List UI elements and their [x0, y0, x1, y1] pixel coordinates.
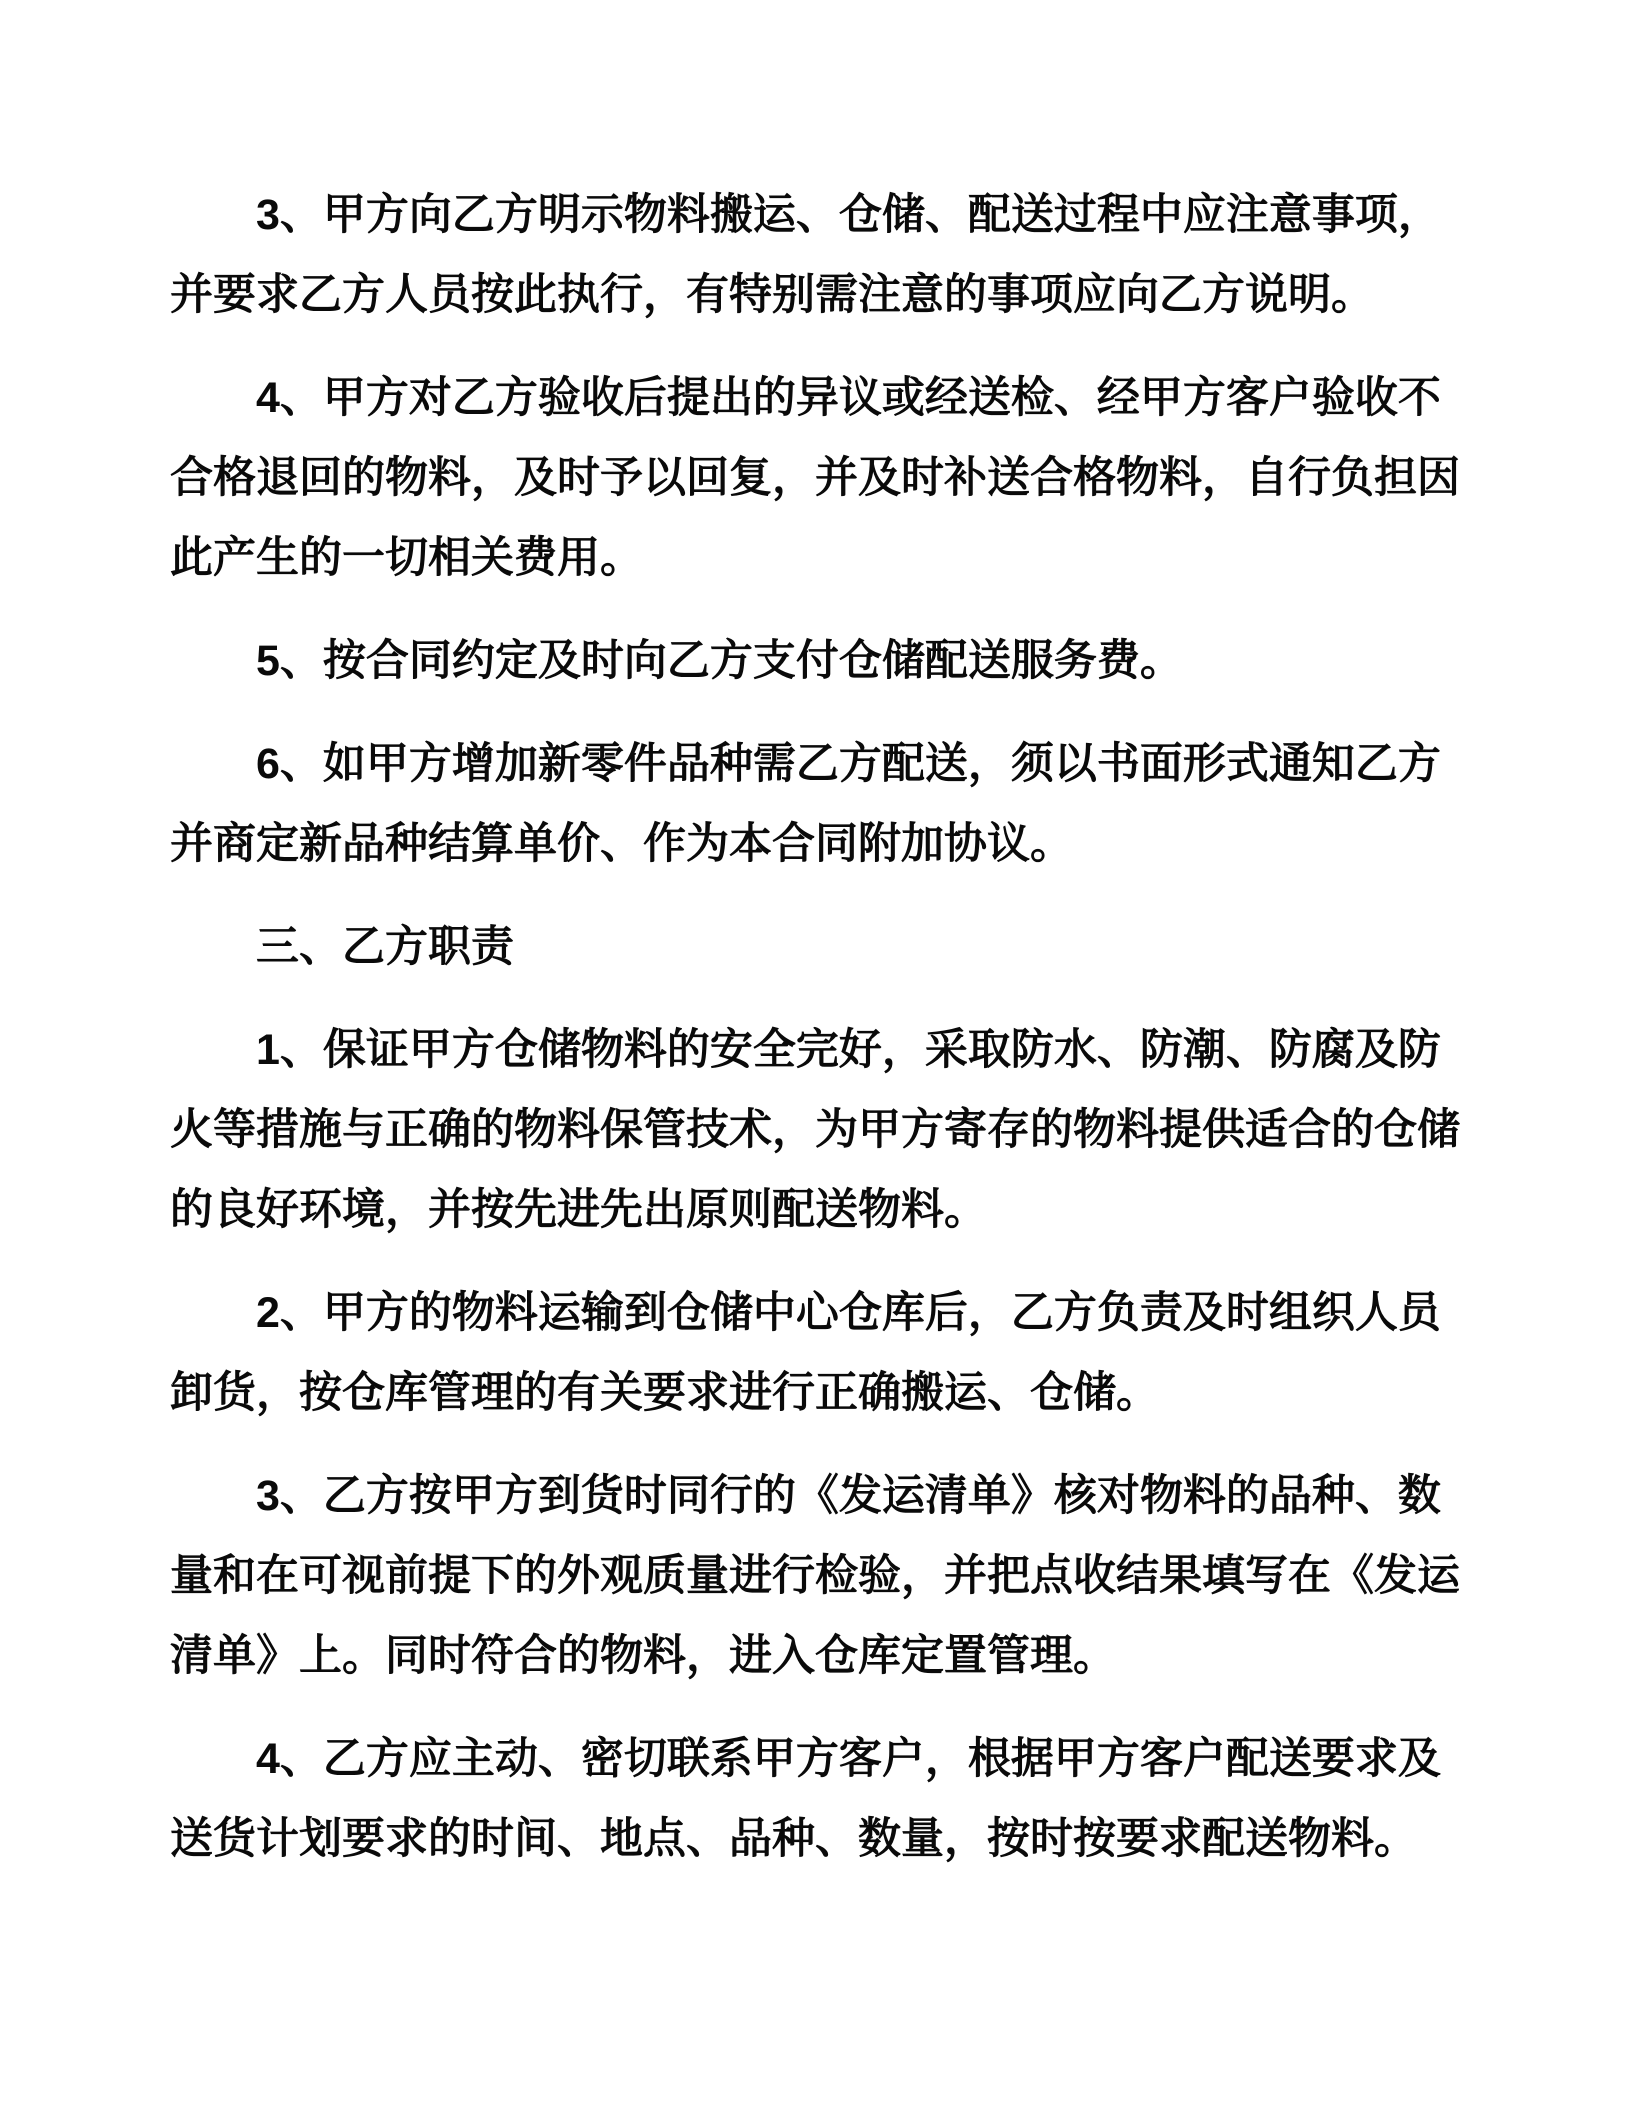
contract-paragraph: 4、乙方应主动、密切联系甲方客户，根据甲方客户配送要求及送货计划要求的时间、地点、品种、数量，按时按要求配送物料。 — [170, 1735, 1441, 1863]
contract-paragraph: 6、如甲方增加新零件品种需乙方配送，须以书面形式通知乙方并商定新品种结算单价、作为本合同附加协议。 — [170, 740, 1441, 868]
contract-paragraph: 3、乙方按甲方到货时同行的《发运清单》核对物料的品种、数量和在可视前提下的外观质量进行检验，并把点收结果填写在《发运清单》上。同时符合的物料，进入仓库定置管理。 — [170, 1472, 1460, 1680]
contract-paragraph: 4、甲方对乙方验收后提出的异议或经送检、经甲方客户验收不合格退回的物料，及时予以回复，并及时补送合格物料，自行负担因此产生的一切相关费用。 — [170, 374, 1460, 582]
contract-paragraph: 5、按合同约定及时向乙方支付仓储配送服务费。 — [256, 637, 1183, 685]
contract-text-body — [170, 175, 1460, 1879]
contract-paragraph: 1、保证甲方仓储物料的安全完好，采取防水、防潮、防腐及防火等措施与正确的物料保管技术，为甲方寄存的物料提供适合的仓储的良好环境，并按先进先出原则配送物料。 — [170, 1026, 1460, 1234]
section-heading-party-b-duties: 三、乙方职责 — [256, 923, 514, 971]
contract-paragraph: 2、甲方的物料运输到仓储中心仓库后，乙方负责及时组织人员卸货，按仓库管理的有关要求进行正确搬运、仓储。 — [170, 1289, 1441, 1417]
contract-paragraph: 3、甲方向乙方明示物料搬运、仓储、配送过程中应注意事项，并要求乙方人员按此执行，有特别需注意的事项应向乙方说明。 — [170, 191, 1441, 319]
